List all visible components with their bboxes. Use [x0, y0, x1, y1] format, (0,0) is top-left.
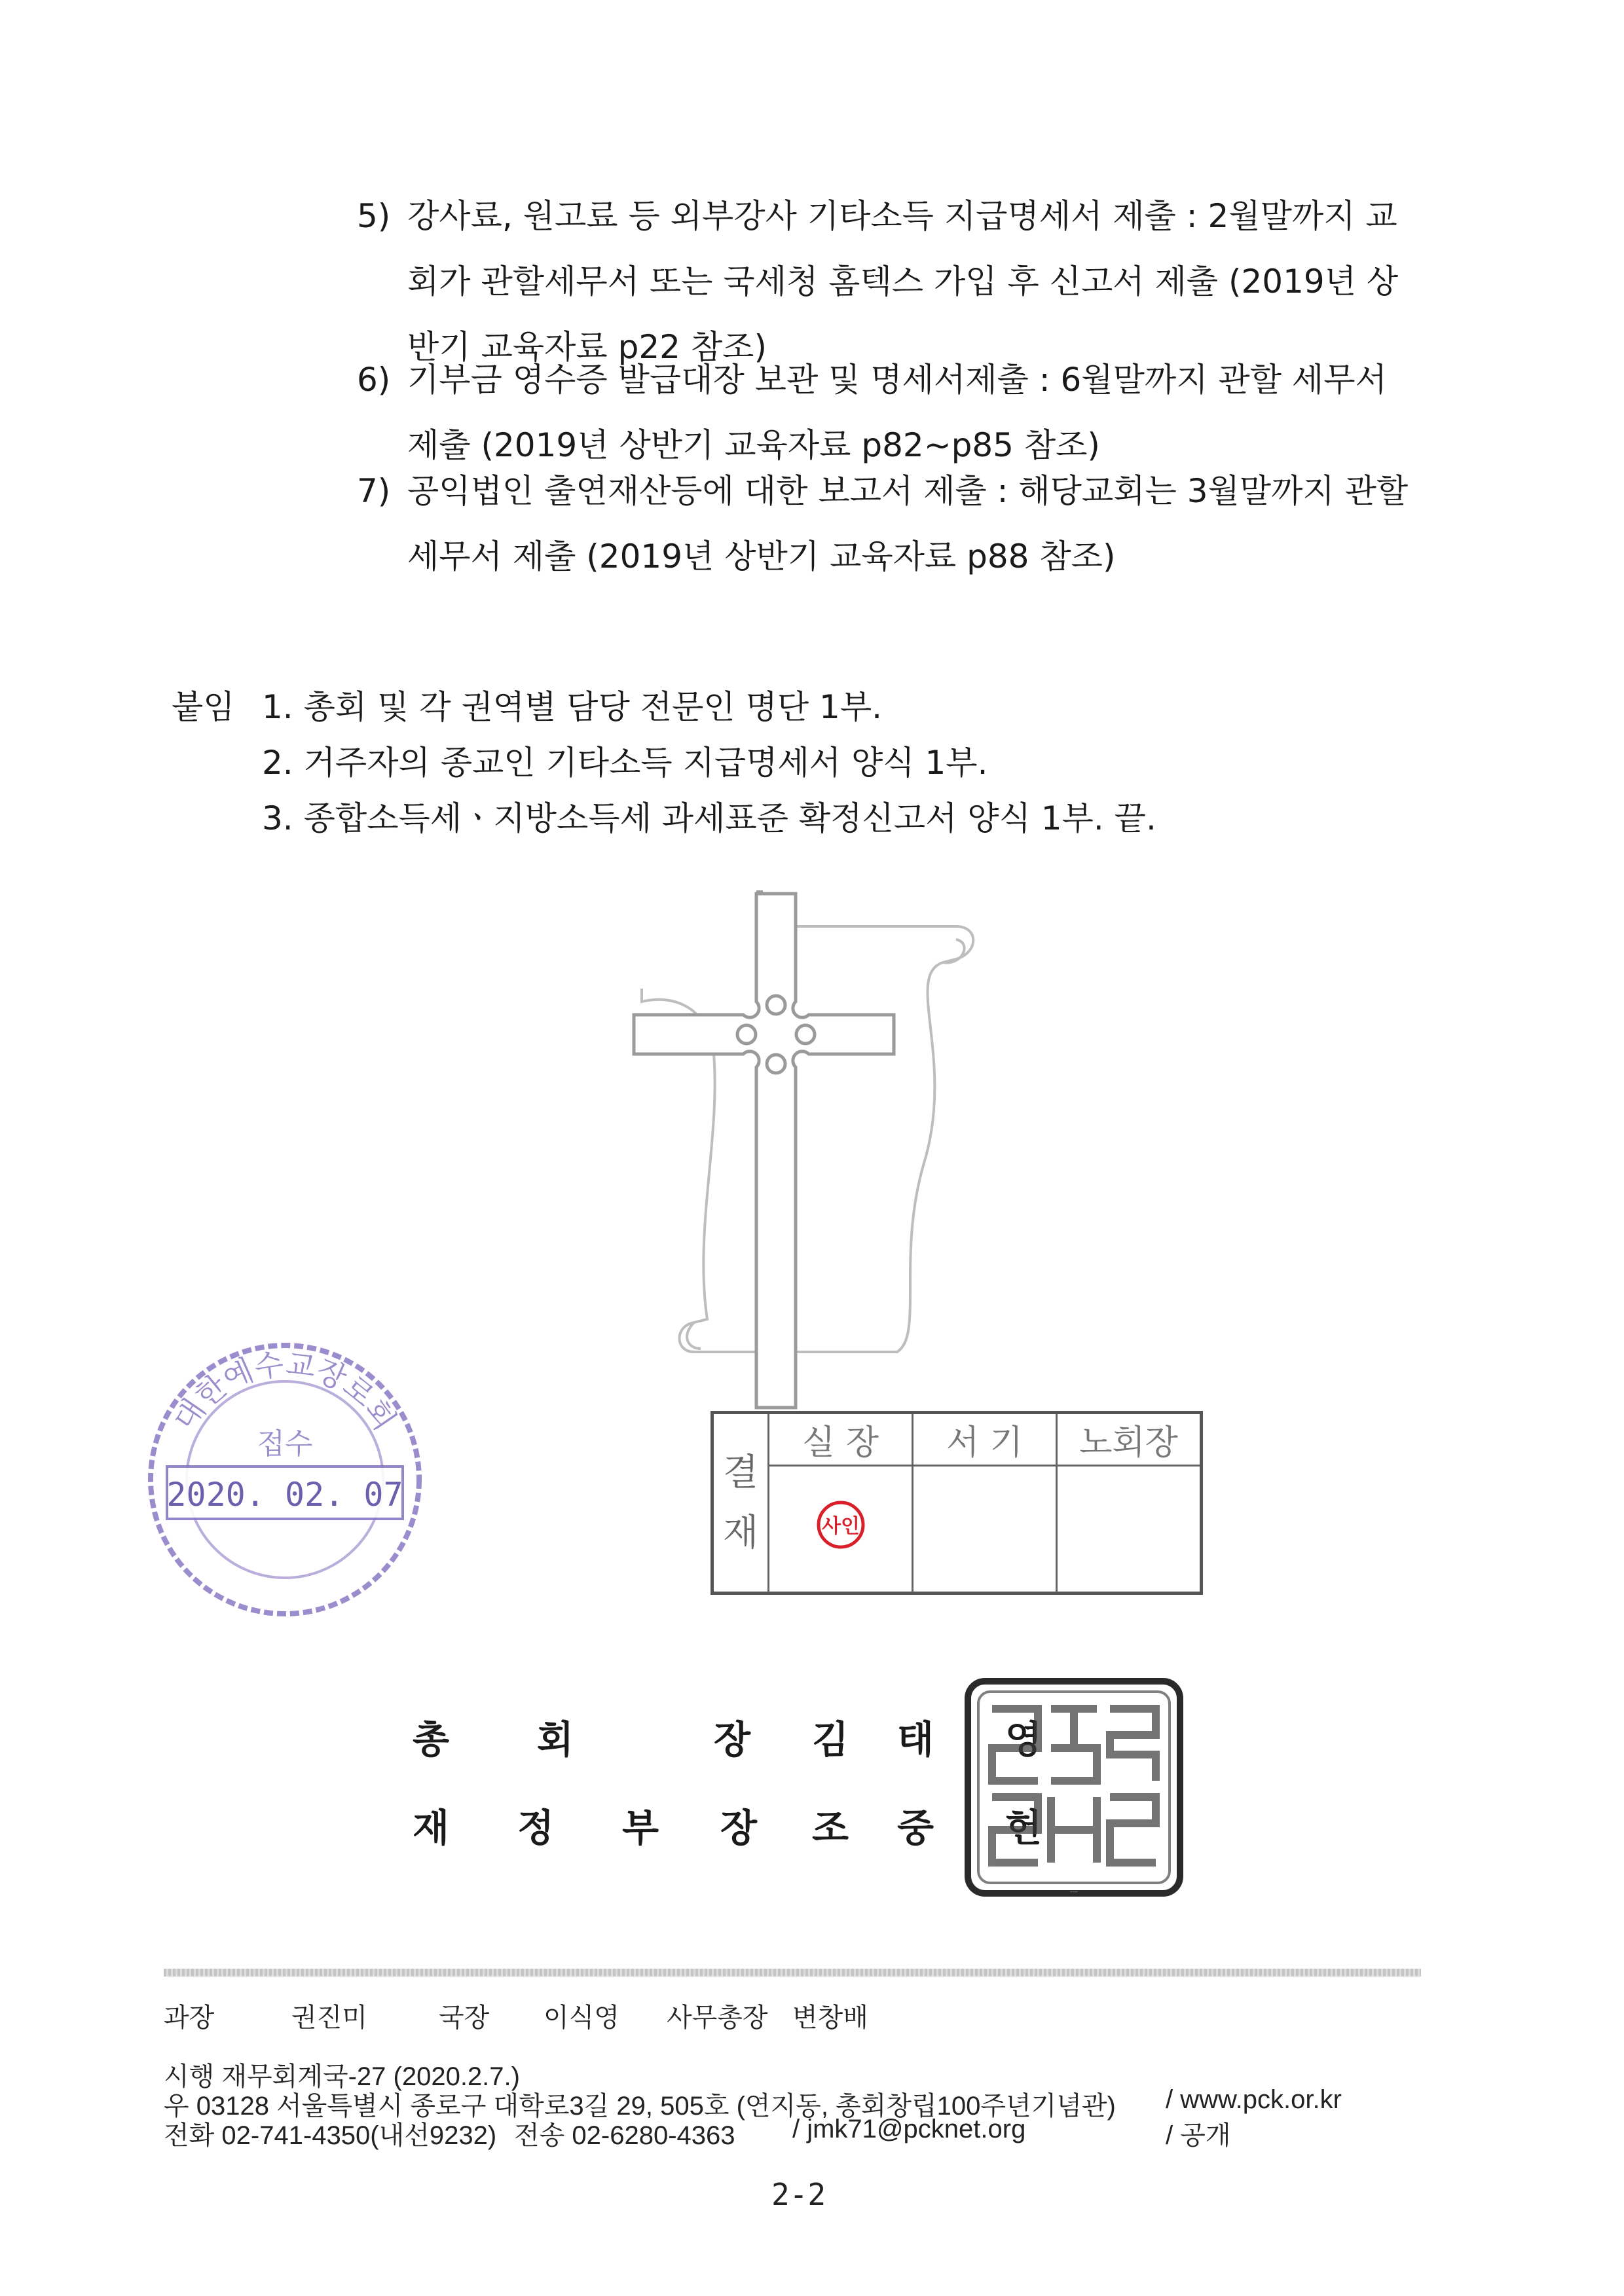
item-text-line: 세무서 제출 (2019년 상반기 교육자료 p88 참조) — [407, 538, 1116, 575]
phone-number: 전화 02-741-4350(내선9232) — [164, 2121, 497, 2150]
document-number: 시행 재무회계국-27 (2020.2.7.) — [164, 2062, 520, 2091]
official-seal — [963, 1676, 1185, 1899]
official-seal-text: 대한예수교장로회총회장인 — [1070, 1892, 1078, 1893]
signatory-title-char: 회 — [537, 1717, 574, 1762]
page-number: 2-2 — [771, 2177, 826, 2212]
item-text-line: 회가 관할세무서 또는 국세청 홈텍스 가입 후 신고서 제출 (2019년 상 — [407, 263, 1399, 301]
signatory-title-char: 정 — [517, 1806, 555, 1850]
approval-side-label — [712, 1413, 769, 1594]
approval-header: 실 장 — [769, 1413, 913, 1466]
church-emblem-watermark — [616, 890, 995, 1414]
approval-empty-cell — [913, 1466, 1057, 1594]
seal-text: 사인 — [821, 1515, 860, 1538]
signatory-name-char: 중 — [897, 1806, 934, 1850]
fax-number: 전송 02-6280-4363 — [514, 2121, 735, 2150]
signatory-name-char: 조 — [812, 1806, 849, 1850]
receipt-stamp — [141, 1336, 429, 1624]
approval-empty-cell — [1057, 1466, 1202, 1594]
approval-signature-cell — [769, 1466, 913, 1594]
item-text-line: 강사료, 원고료 등 외부강사 기타소득 지급명세서 제출 : 2월말까지 교 — [407, 197, 1397, 235]
item-number: 6) — [357, 361, 391, 399]
item-number: 5) — [357, 197, 391, 235]
attachments-label: 붙임 — [172, 688, 235, 726]
svg-text:대한예수교장로회 — [167, 1346, 403, 1437]
signatory-title-char: 부 — [622, 1806, 659, 1850]
signatory-name-char: 영 — [1005, 1717, 1043, 1762]
staff-name: 이식영 — [544, 2003, 619, 2032]
item-text-line: 공익법인 출연재산등에 대한 보고서 제출 : 해당교회는 3월말까지 관할 — [407, 472, 1409, 510]
staff-role: 국장 — [439, 2003, 490, 2032]
attachment-entry: 2. 거주자의 종교인 기타소득 지급명세서 양식 1부. — [262, 744, 988, 782]
staff-name: 변창배 — [792, 2003, 868, 2032]
address: 우 03128 서울특별시 종로구 대학로3길 29, 505호 (연지동, 총회창립100주년기념관) — [164, 2092, 1116, 2121]
approval-table — [710, 1411, 1203, 1595]
signatory-name-char: 헌 — [1005, 1806, 1043, 1850]
approval-header: 노회장 — [1057, 1413, 1202, 1466]
signatory-title-char: 총 — [413, 1717, 450, 1762]
email-link[interactable]: / jmk71@pcknet.org — [792, 2115, 1026, 2143]
staff-name: 권진미 — [291, 2003, 367, 2032]
item-text-line: 기부금 영수증 발급대장 보관 및 명세서제출 : 6월말까지 관할 세무서 — [407, 361, 1387, 399]
footer-separator — [164, 1969, 1421, 1977]
signatory-name-char: 김 — [812, 1717, 849, 1762]
staff-role: 사무총장 — [667, 2003, 768, 2032]
website-link[interactable]: / www.pck.or.kr — [1166, 2085, 1342, 2114]
signatory-name-char: 태 — [897, 1717, 934, 1762]
staff-role: 과장 — [164, 2003, 215, 2032]
signatory-title-char: 재 — [413, 1806, 450, 1850]
item-number: 7) — [357, 472, 391, 510]
attachment-entry: 3. 종합소득세ㆍ지방소득세 과세표준 확정신고서 양식 1부. 끝. — [262, 799, 1156, 837]
item-text-line: 반기 교육자료 p22 참조) — [407, 328, 767, 366]
item-text-line: 제출 (2019년 상반기 교육자료 p82~p85 참조) — [407, 426, 1100, 464]
disclosure-status: / 공개 — [1166, 2121, 1231, 2150]
approval-header: 서 기 — [913, 1413, 1057, 1466]
signatory-title-char: 장 — [714, 1717, 751, 1762]
signature-seal-icon — [815, 1499, 867, 1551]
stamp-org-text: 대한예수교장로회 — [166, 1345, 403, 1437]
signatory-title-char: 장 — [720, 1806, 758, 1850]
stamp-date: 2020. 02. 07 — [166, 1476, 403, 1514]
approval-side-label-2: 재 — [722, 1511, 759, 1554]
attachment-entry: 1. 총회 및 각 권역별 담당 전문인 명단 1부. — [262, 688, 883, 726]
stamp-type-text: 접수 — [257, 1427, 313, 1461]
approval-side-label-1: 결 — [722, 1451, 759, 1494]
